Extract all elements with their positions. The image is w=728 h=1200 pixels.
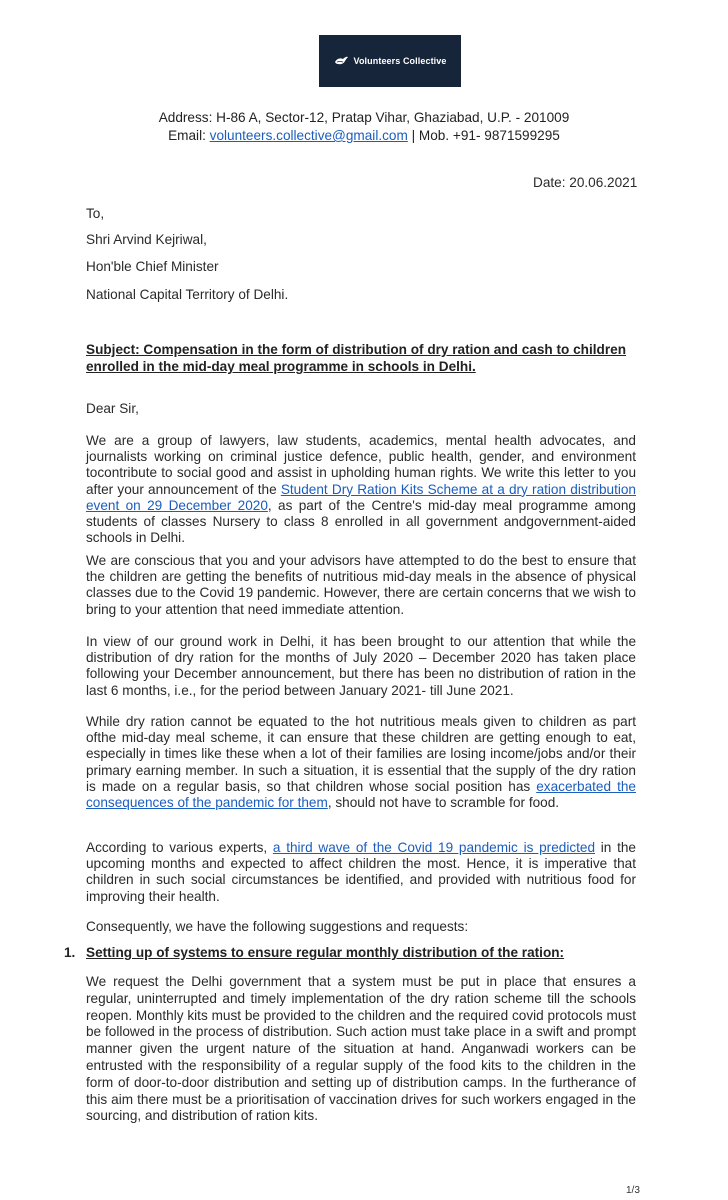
address-line: Address: H-86 A, Sector-12, Pratap Vihar, Ghaziabad, U.P. - 201009 xyxy=(158,110,570,125)
email-link[interactable]: volunteers.collective@gmail.com xyxy=(209,128,408,143)
paragraph-suggestions-intro: Consequently, we have the following suggestions and requests: xyxy=(86,919,469,934)
subject-line: Subject: Compensation in the form of distribution of dry ration and cash to children enrolled in the mid-day meal programme in schools in Delhi. xyxy=(86,342,626,374)
paragraph-intro xyxy=(86,433,636,546)
heading-text: Setting up of systems to ensure regular monthly distribution of the ration: xyxy=(86,945,565,960)
logo-text: Volunteers Collective xyxy=(353,56,447,66)
mobile-number: | Mob. +91- 9871599295 xyxy=(407,128,560,143)
page-number: 1/3 xyxy=(626,1185,640,1196)
paragraph-ground-work: In view of our ground work in Delhi, it has been brought to our attention that while the distribution of dry ration for the months of July 2020 – December 2020 has taken place following your December announcement, but there has been no distribution of ration in the last 6 months, i.e., for the period between January 2021- till June 2021. xyxy=(86,634,636,698)
paragraph-concerns: We are conscious that you and your advisors have attempted to do the best to ensure that the children are getting the benefits of nutritious mid-day meals in the absence of physical classes due to the Covid 19 pandemic. However, there are certain concerns that we wish to bring to your attention that need immediate attention. xyxy=(86,553,636,617)
third-wave-link[interactable]: a third wave of the Covid 19 pandemic is predicted xyxy=(272,840,596,855)
paragraph-third-wave xyxy=(86,840,636,905)
email-label: Email: xyxy=(168,128,210,143)
paragraph-dry-ration-text-b: , should not have to scramble for food. xyxy=(327,795,560,811)
recipient-to: To, xyxy=(86,206,105,221)
paragraph-dry-ration-text-a: While dry ration cannot be equated to the hot nutritious meals given to children as part ofthe mid-day meal scheme, it can ensure that these children are getting enough to eat, especially in times like these when a lot of their families are losing income/jobs and/or their primary earning member. In such a situation, it is essential that the supply of the dry ration is made on a regular basis, so that children whose social position has xyxy=(86,714,636,794)
letter-date: Date: 20.06.2021 xyxy=(533,175,638,190)
recipient-name: Shri Arvind Kejriwal, xyxy=(86,232,207,247)
recipient-title: Hon'ble Chief Minister xyxy=(86,259,219,274)
paragraph-request: We request the Delhi government that a system must be put in place that ensures a regular, uninterrupted and timely implementation of the dry ration scheme till the schools reopen. Monthly kits must be provided to the children and the required covid protocols must be followed in the process of distribution. Such action must take place in a swift and prompt manner given the urgent nature of the situation at hand. Anganwadi workers can be entrusted with the responsibility of a regular supply of the food kits to the children in the form of door-to-door distribution and setting up of distribution camps. In the furtherance of this aim there must be a prioritisation of vaccination drives for such workers engaged in the sourcing, and distribution of ration kits. xyxy=(86,974,636,1124)
pandemic-consequences-link[interactable]: exacerbated the consequences of the pandemic for them xyxy=(86,778,636,811)
logo-bird-icon xyxy=(334,55,349,67)
recipient-office: National Capital Territory of Delhi. xyxy=(86,287,289,302)
paragraph-dry-ration xyxy=(86,714,636,811)
heading-number: 1. xyxy=(64,945,76,960)
paragraph-intro-text-a: We are a group of lawyers, law students, academics, mental health advocates, and journalists working on criminal justice defence, public health, gender, and environment tocontribute to social good and assist in upholding human rights. We write this letter to you after your announcement of the xyxy=(86,433,636,497)
numbered-heading xyxy=(64,945,664,960)
paragraph-intro-text-b: , as part of the Centre's mid-day meal programme among students of classes Nursery to class 8 enrolled in all government andgovernment-aided schools in Delhi. xyxy=(86,497,636,546)
salutation: Dear Sir, xyxy=(86,401,139,416)
paragraph-third-wave-text-a: According to various experts, xyxy=(86,840,273,855)
scheme-link[interactable]: Student Dry Ration Kits Scheme at a dry ration distribution event on 29 December 2020 xyxy=(86,481,636,513)
logo xyxy=(319,35,461,87)
contact-line xyxy=(0,128,728,143)
paragraph-third-wave-text-b: in the upcoming months and expected to affect children the most. Hence, it is imperative that children in such social circumstances be identified, and provided with nutritious food for improving their health. xyxy=(86,840,636,904)
